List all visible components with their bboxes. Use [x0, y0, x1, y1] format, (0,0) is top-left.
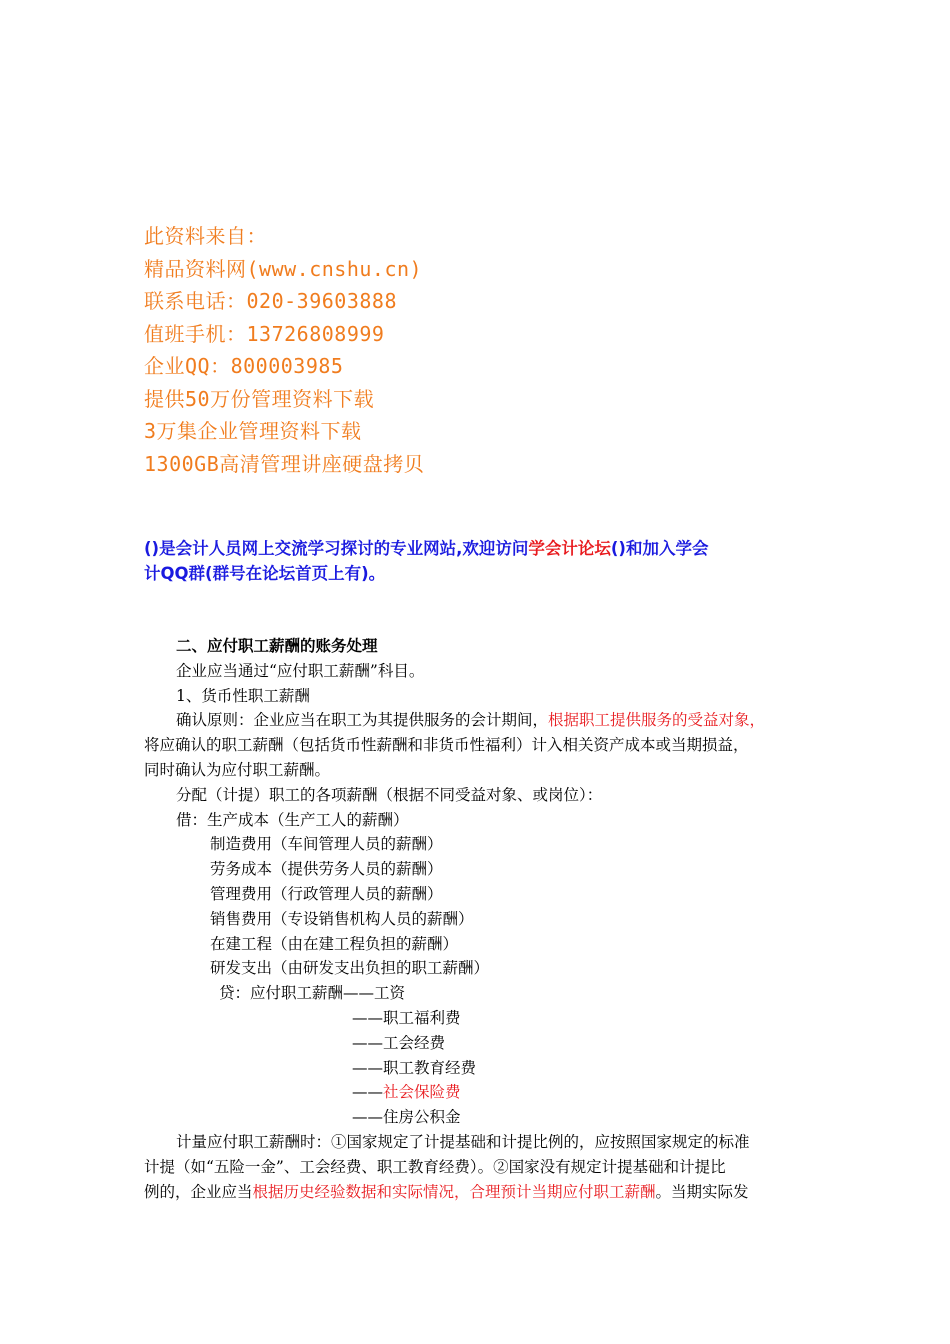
source-line: 1300GB高清管理讲座硬盘拷贝 — [144, 451, 425, 476]
debit-account: 劳务成本（提供劳务人员的薪酬） — [210, 860, 443, 879]
measure-line-2: 计提（如“五险一金”、工会经费、职工教育经费）。②国家没有规定计提基础和计提比 — [144, 1157, 726, 1176]
dash: —— — [352, 1083, 383, 1102]
measure-line-1: 计量应付职工薪酬时：①国家规定了计提基础和计提比例的，应按照国家规定的标准 — [176, 1132, 750, 1151]
source-line: 企业QQ：800003985 — [144, 354, 344, 378]
dash: —— — [352, 1058, 383, 1077]
debit-account: 销售费用（专设销售机构人员的薪酬） — [210, 909, 474, 928]
measure-highlight: 根据历史经验数据和实际情况，合理预计当期应付职工薪酬 — [252, 1182, 656, 1201]
promo-paragraph — [144, 536, 824, 586]
subheading: 1、货币性职工薪酬 — [176, 686, 310, 705]
promo-text: ()是会计人员网上交流学习探讨的专业网站,欢迎访问 — [144, 539, 529, 558]
credit-subaccount — [144, 1031, 820, 1056]
measure-text: 例的，企业应当 — [144, 1182, 253, 1201]
principle-line-1 — [144, 708, 820, 733]
intro-text: 企业应当通过“应付职工薪酬”科目。 — [176, 661, 425, 680]
source-line: 值班手机：13726808999 — [144, 321, 385, 346]
subaccount-name: 职工福利费 — [383, 1008, 461, 1027]
debit-account: 研发支出（由研发支出负担的职工薪酬） — [210, 959, 490, 978]
subaccount-name: 社会保险费 — [383, 1083, 461, 1102]
allocation-text: 分配（计提）职工的各项薪酬（根据不同受益对象、或岗位）： — [176, 785, 603, 804]
promo-text: ()和加入学会 — [610, 539, 709, 558]
section-heading: 二、应付职工薪酬的账务处理 — [176, 636, 378, 655]
principle-highlight: 根据职工提供服务的受益对象， — [548, 711, 766, 730]
credit-subaccount — [144, 1080, 820, 1105]
principle-text: 确认原则：企业应当在职工为其提供服务的会计期间， — [176, 711, 549, 730]
promo-line-2: 计QQ群(群号在论坛首页上有)。 — [144, 564, 386, 583]
measure-text: 。当期实际发 — [655, 1182, 749, 1201]
subaccount-name: 住房公积金 — [383, 1108, 461, 1127]
credit-subaccount — [144, 1056, 820, 1081]
source-line: 提供50万份管理资料下载 — [144, 386, 375, 411]
promo-line-1 — [144, 536, 824, 561]
source-line: 精品资料网(www.cnshu.cn) — [144, 256, 423, 281]
subaccount-name: 工会经费 — [383, 1033, 446, 1052]
source-line: 3万集企业管理资料下载 — [144, 419, 362, 443]
debit-label: 借： — [176, 810, 208, 829]
debit-account: 管理费用（行政管理人员的薪酬） — [210, 884, 443, 903]
principle-line-3: 同时确认为应付职工薪酬。 — [144, 760, 331, 779]
credit-entry: 贷：应付职工薪酬——工资 — [219, 984, 406, 1003]
debit-account: 制造费用（车间管理人员的薪酬） — [210, 835, 443, 854]
source-line: 此资料来自： — [144, 224, 267, 248]
debit-account: 生产成本（生产工人的薪酬） — [207, 810, 409, 829]
dash: —— — [352, 1008, 383, 1027]
debit-account: 在建工程（由在建工程负担的薪酬） — [210, 934, 459, 953]
document-body — [144, 634, 820, 1204]
credit-subaccount — [144, 1105, 820, 1130]
debit-entry — [144, 808, 820, 833]
source-line: 联系电话：020-39603888 — [144, 289, 397, 313]
source-info-block — [144, 220, 424, 480]
credit-subaccount — [144, 1006, 820, 1031]
principle-line-2: 将应确认的职工薪酬（包括货币性薪酬和非货币性福利）计入相关资产成本或当期损益， — [144, 736, 749, 755]
measure-line-3 — [144, 1180, 820, 1205]
subaccount-name: 职工教育经费 — [383, 1058, 477, 1077]
forum-link[interactable]: 学会计论坛 — [528, 539, 611, 558]
dash: —— — [352, 1033, 383, 1052]
dash: —— — [352, 1108, 383, 1127]
